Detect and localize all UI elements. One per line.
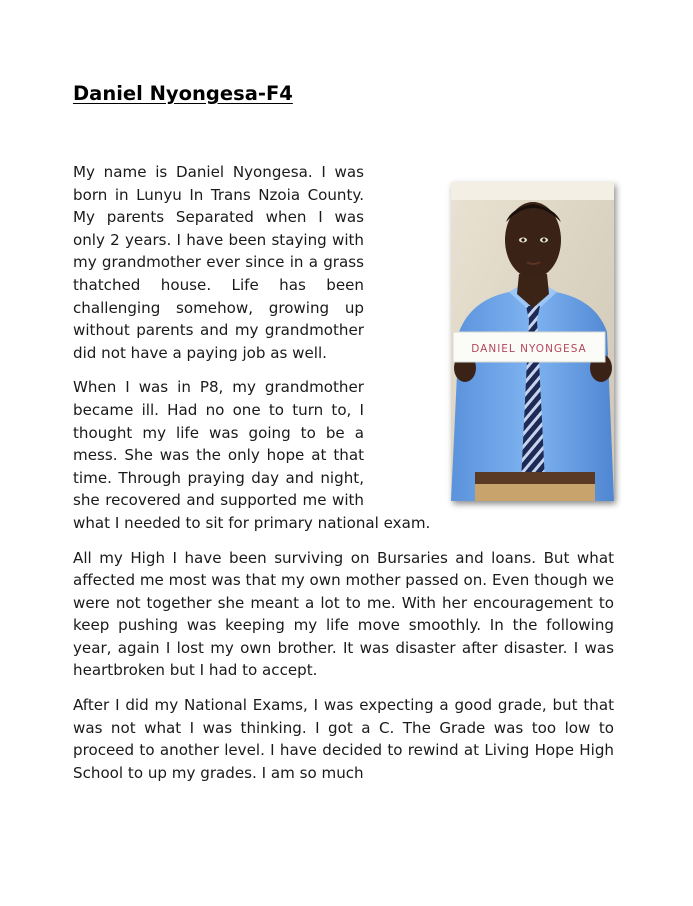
paragraph: My name is Daniel Nyongesa. I was born in Lunyu In Trans Nzoia County. My parents Separated when I was only 2 years. I have been staying with my grandmother ever since in a grass thatched house. Life has been challenging somehow, growing up without parents and my grandmother did not have a paying job as well. bbox=[73, 163, 364, 362]
story-body bbox=[73, 161, 614, 796]
paragraph: When I was in P8, my grandmother became ill. Had no one to turn to, I thought my life was going to be a mess. She was the only hope at that time. Through praying day and night, she recovered and supported me with what I needed to sit for primary national exam. bbox=[73, 378, 431, 532]
paragraph: After I did my National Exams, I was expecting a good grade, but that was not what I was thinking. I got a C. The Grade was too low to proceed to another level. I have decided to rewind at Living Hope High School to up my grades. I am so much bbox=[73, 696, 614, 782]
sign-text: DANIEL NYONGESA bbox=[471, 343, 587, 355]
page-title: Daniel Nyongesa-F4 bbox=[73, 82, 293, 105]
student-photo bbox=[451, 182, 614, 501]
paragraph: All my High I have been surviving on Bursaries and loans. But what affected me most was that my own mother passed on. Even though we were not together she meant a lot to me. With her encouragement to keep pushing was keeping my life move smoothly. In the following year, again I lost my own brother. It was disaster after disaster. I was heartbroken but I had to accept. bbox=[73, 548, 614, 680]
